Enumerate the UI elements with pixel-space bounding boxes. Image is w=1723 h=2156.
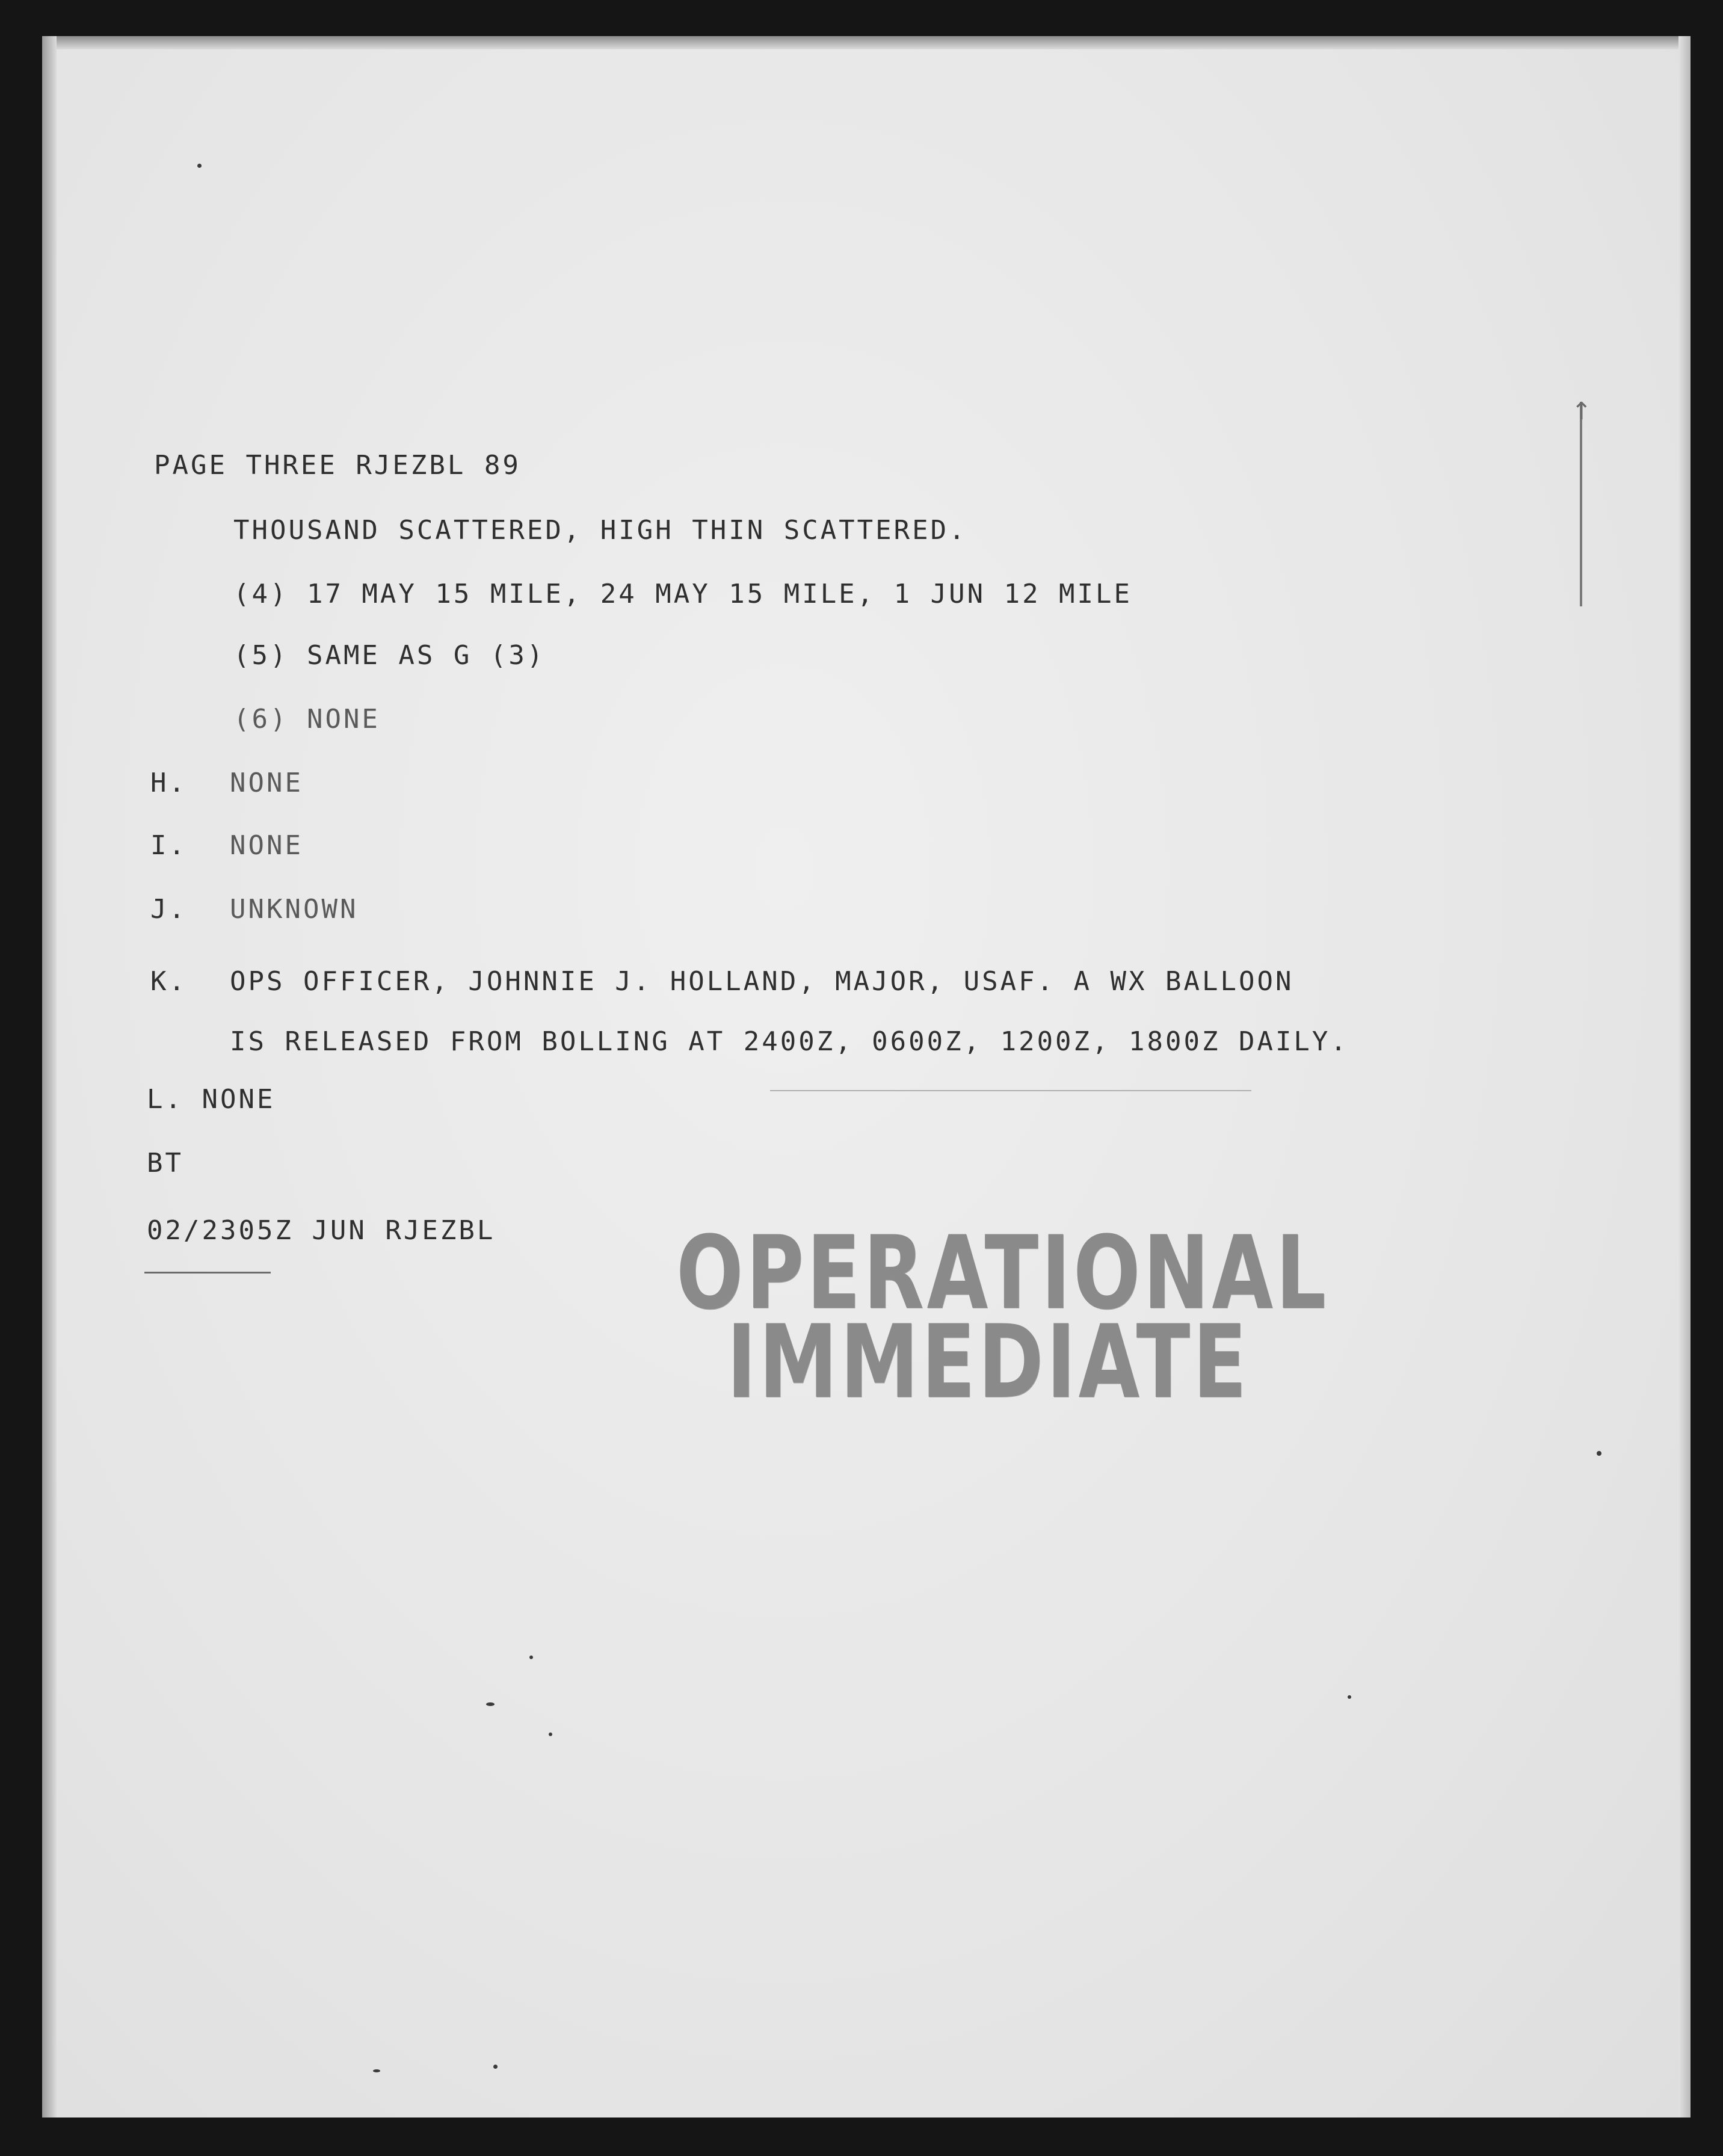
speck — [197, 164, 202, 168]
item-i-text: NONE — [230, 830, 303, 861]
speck — [486, 1702, 495, 1706]
dtg-underline — [144, 1272, 271, 1274]
document-page — [42, 36, 1691, 2118]
break-marker: BT — [147, 1148, 183, 1178]
page-edge-right — [1678, 36, 1691, 2118]
item-h-letter: H. — [150, 768, 187, 798]
item-h-text: NONE — [230, 768, 303, 798]
page-edge-left — [42, 36, 57, 2118]
speck — [493, 2065, 498, 2069]
item-i-letter: I. — [150, 830, 187, 861]
item-j-letter: J. — [150, 894, 187, 925]
speck — [529, 1656, 533, 1659]
speck — [549, 1732, 552, 1736]
speck — [1348, 1695, 1351, 1699]
item-k-text-line2: IS RELEASED FROM BOLLING AT 2400Z, 0600Z, 1200Z, 1800Z DAILY. — [230, 1026, 1349, 1057]
speck — [1597, 1451, 1601, 1456]
page-edge-top — [42, 36, 1691, 49]
date-time-group: 02/2305Z JUN RJEZBL — [147, 1215, 496, 1246]
item-g-6-line: (6) NONE — [233, 704, 380, 735]
item-k-letter: K. — [150, 966, 187, 997]
page-header-line: PAGE THREE RJEZBL 89 — [154, 450, 521, 481]
item-g-continuation-line: THOUSAND SCATTERED, HIGH THIN SCATTERED. — [233, 515, 967, 546]
item-j-text: UNKNOWN — [230, 894, 359, 925]
margin-line — [1580, 402, 1582, 606]
item-k-text-line1: OPS OFFICER, JOHNNIE J. HOLLAND, MAJOR, USAF. A WX BALLOON — [230, 966, 1294, 997]
item-l-line: L. NONE — [147, 1084, 276, 1115]
item-g-5-line: (5) SAME AS G (3) — [233, 640, 546, 671]
stamp-operational: OPERATIONAL — [676, 1214, 1329, 1332]
speck — [373, 2069, 380, 2072]
margin-arrow-icon: ↑ — [1571, 398, 1592, 425]
faint-dashed-line — [770, 1090, 1251, 1091]
item-g-4-line: (4) 17 MAY 15 MILE, 24 MAY 15 MILE, 1 JUN 12 MILE — [233, 579, 1133, 609]
stamp-immediate: IMMEDIATE — [727, 1303, 1250, 1421]
